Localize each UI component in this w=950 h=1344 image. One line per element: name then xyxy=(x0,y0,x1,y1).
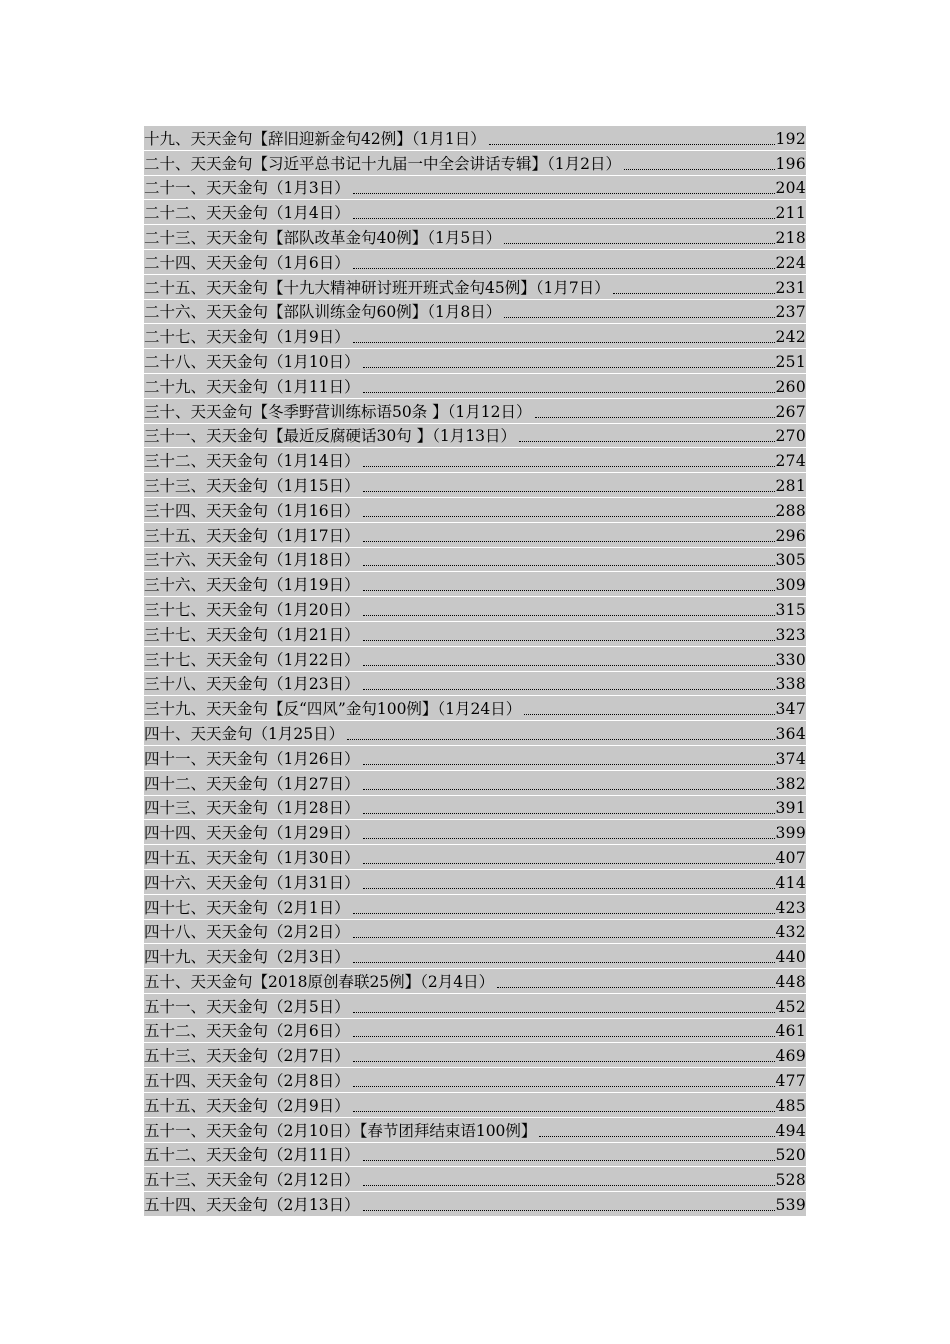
toc-entry[interactable] xyxy=(144,1068,806,1093)
toc-entry-page-number: 305 xyxy=(775,551,806,570)
dot-leader xyxy=(539,1136,774,1137)
toc-entry[interactable] xyxy=(144,1143,806,1168)
toc-entry[interactable] xyxy=(144,597,806,622)
toc-entry-page-number: 211 xyxy=(775,204,806,223)
dot-leader xyxy=(353,1061,775,1062)
toc-entry-title: 四十九、天天金句（2月3日） xyxy=(144,948,350,967)
toc-entry-page-number: 539 xyxy=(775,1196,806,1215)
toc-entry-page-number: 309 xyxy=(775,576,806,595)
toc-entry[interactable] xyxy=(144,300,806,325)
dot-leader xyxy=(363,689,775,690)
toc-entry-title: 五十三、天天金句（2月12日） xyxy=(144,1171,360,1190)
toc-entry-page-number: 423 xyxy=(775,898,806,917)
toc-entry[interactable] xyxy=(144,324,806,349)
toc-entry[interactable] xyxy=(144,399,806,424)
dot-leader xyxy=(363,764,775,765)
toc-entry-title: 三十九、天天金句【反“四风”金句100例】（1月24日） xyxy=(144,700,522,719)
toc-entry-title: 四十二、天天金句（1月27日） xyxy=(144,774,360,793)
toc-entry-page-number: 432 xyxy=(775,923,806,942)
toc-entry[interactable] xyxy=(144,374,806,399)
toc-entry-title: 四十三、天天金句（1月28日） xyxy=(144,799,360,818)
toc-entry-page-number: 218 xyxy=(775,228,806,247)
dot-leader xyxy=(519,441,775,442)
toc-entry[interactable] xyxy=(144,622,806,647)
dot-leader xyxy=(353,1111,775,1112)
toc-entry[interactable] xyxy=(144,200,806,225)
toc-entry-title: 五十、天天金句【2018原创春联25例】（2月4日） xyxy=(144,972,495,991)
toc-entry-title: 四十八、天天金句（2月2日） xyxy=(144,923,350,942)
dot-leader xyxy=(353,1086,775,1087)
toc-entry-page-number: 323 xyxy=(775,625,806,644)
toc-entry-page-number: 296 xyxy=(775,526,806,545)
toc-entry-title: 四十五、天天金句（1月30日） xyxy=(144,848,360,867)
dot-leader xyxy=(363,813,775,814)
dot-leader xyxy=(363,491,775,492)
toc-entry-title: 二十二、天天金句（1月4日） xyxy=(144,204,350,223)
toc-entry-title: 三十二、天天金句（1月14日） xyxy=(144,452,360,471)
toc-entry[interactable] xyxy=(144,250,806,275)
toc-entry-page-number: 485 xyxy=(775,1096,806,1115)
toc-entry-page-number: 237 xyxy=(775,303,806,322)
dot-leader xyxy=(363,615,775,616)
toc-entry[interactable] xyxy=(144,572,806,597)
toc-entry-page-number: 192 xyxy=(775,129,806,148)
dot-leader xyxy=(363,392,775,393)
toc-entry-title: 五十四、天天金句（2月8日） xyxy=(144,1072,350,1091)
toc-entry-title: 五十五、天天金句（2月9日） xyxy=(144,1096,350,1115)
toc-entry-title: 五十二、天天金句（2月11日） xyxy=(144,1146,360,1165)
toc-entry-page-number: 494 xyxy=(775,1121,806,1140)
toc-entry-page-number: 407 xyxy=(775,848,806,867)
toc-entry[interactable] xyxy=(144,498,806,523)
toc-entry[interactable] xyxy=(144,969,806,994)
toc-entry-title: 三十七、天天金句（1月20日） xyxy=(144,600,360,619)
toc-entry[interactable] xyxy=(144,1167,806,1192)
toc-entry-title: 三十五、天天金句（1月17日） xyxy=(144,526,360,545)
toc-entry-page-number: 477 xyxy=(775,1072,806,1091)
toc-entry-page-number: 399 xyxy=(775,824,806,843)
dot-leader xyxy=(347,739,774,740)
toc-entry-page-number: 528 xyxy=(775,1171,806,1190)
toc-entry-page-number: 196 xyxy=(775,154,806,173)
toc-entry-page-number: 461 xyxy=(775,1022,806,1041)
toc-entry-page-number: 267 xyxy=(775,402,806,421)
toc-entry-title: 五十二、天天金句（2月6日） xyxy=(144,1022,350,1041)
toc-entry-page-number: 281 xyxy=(775,476,806,495)
toc-entry[interactable] xyxy=(144,1093,806,1118)
dot-leader xyxy=(363,590,775,591)
toc-entry-title: 四十四、天天金句（1月29日） xyxy=(144,824,360,843)
toc-entry-page-number: 224 xyxy=(775,253,806,272)
dot-leader xyxy=(353,342,775,343)
toc-entry-title: 三十六、天天金句（1月18日） xyxy=(144,551,360,570)
dot-leader xyxy=(353,1036,775,1037)
dot-leader xyxy=(613,293,775,294)
toc-entry[interactable] xyxy=(144,920,806,945)
toc-entry[interactable] xyxy=(144,771,806,796)
toc-entry[interactable] xyxy=(144,176,806,201)
toc-entry[interactable] xyxy=(144,126,806,151)
toc-entry[interactable] xyxy=(144,1192,806,1217)
toc-entry-page-number: 347 xyxy=(775,700,806,719)
dot-leader xyxy=(363,838,775,839)
toc-entry[interactable] xyxy=(144,448,806,473)
table-of-contents xyxy=(144,126,806,1217)
toc-entry-title: 十九、天天金句【辞旧迎新金句42例】（1月1日） xyxy=(144,129,486,148)
toc-entry-title: 二十七、天天金句（1月9日） xyxy=(144,328,350,347)
toc-entry-title: 二十三、天天金句【部队改革金句40例】（1月5日） xyxy=(144,228,502,247)
toc-entry-title: 五十三、天天金句（2月7日） xyxy=(144,1047,350,1066)
toc-entry-page-number: 288 xyxy=(775,501,806,520)
dot-leader xyxy=(504,317,774,318)
dot-leader xyxy=(489,144,775,145)
dot-leader xyxy=(535,417,775,418)
toc-entry[interactable] xyxy=(144,473,806,498)
dot-leader xyxy=(363,1160,775,1161)
dot-leader xyxy=(363,1210,775,1211)
dot-leader xyxy=(624,169,775,170)
toc-entry-title: 二十、天天金句【习近平总书记十九届一中全会讲话专辑】（1月2日） xyxy=(144,154,621,173)
toc-entry-title: 二十四、天天金句（1月6日） xyxy=(144,253,350,272)
toc-entry-page-number: 469 xyxy=(775,1047,806,1066)
dot-leader xyxy=(353,913,775,914)
toc-entry-title: 二十六、天天金句【部队训练金句60例】（1月8日） xyxy=(144,303,502,322)
toc-entry-title: 四十六、天天金句（1月31日） xyxy=(144,873,360,892)
toc-entry-page-number: 382 xyxy=(775,774,806,793)
toc-entry-title: 三十三、天天金句（1月15日） xyxy=(144,476,360,495)
toc-entry-page-number: 338 xyxy=(775,675,806,694)
toc-entry[interactable] xyxy=(144,1043,806,1068)
toc-entry-page-number: 391 xyxy=(775,799,806,818)
toc-entry-page-number: 364 xyxy=(775,724,806,743)
toc-entry-page-number: 231 xyxy=(775,278,806,297)
toc-entry-page-number: 274 xyxy=(775,452,806,471)
toc-entry[interactable] xyxy=(144,721,806,746)
dot-leader xyxy=(353,937,775,938)
toc-entry[interactable] xyxy=(144,870,806,895)
toc-entry-page-number: 440 xyxy=(775,948,806,967)
dot-leader xyxy=(363,1185,775,1186)
toc-entry-page-number: 330 xyxy=(775,650,806,669)
toc-entry-page-number: 315 xyxy=(775,600,806,619)
toc-entry-title: 三十一、天天金句【最近反腐硬话30句 】（1月13日） xyxy=(144,427,516,446)
toc-entry[interactable] xyxy=(144,944,806,969)
dot-leader xyxy=(353,962,775,963)
toc-entry[interactable] xyxy=(144,1118,806,1143)
toc-entry-title: 三十、天天金句【冬季野营训练标语50条 】（1月12日） xyxy=(144,402,532,421)
toc-entry[interactable] xyxy=(144,820,806,845)
toc-entry-page-number: 414 xyxy=(775,873,806,892)
dot-leader xyxy=(363,367,775,368)
toc-entry[interactable] xyxy=(144,647,806,672)
toc-entry-title: 四十、天天金句（1月25日） xyxy=(144,724,345,743)
toc-entry[interactable] xyxy=(144,845,806,870)
toc-entry-page-number: 374 xyxy=(775,749,806,768)
toc-entry-title: 三十七、天天金句（1月21日） xyxy=(144,625,360,644)
dot-leader xyxy=(363,541,775,542)
toc-entry[interactable] xyxy=(144,151,806,176)
toc-entry[interactable] xyxy=(144,796,806,821)
toc-entry[interactable] xyxy=(144,424,806,449)
toc-entry[interactable] xyxy=(144,672,806,697)
toc-entry-title: 五十一、天天金句（2月5日） xyxy=(144,997,350,1016)
dot-leader xyxy=(504,243,774,244)
toc-entry-title: 二十八、天天金句（1月10日） xyxy=(144,352,360,371)
toc-entry-page-number: 204 xyxy=(775,179,806,198)
toc-entry[interactable] xyxy=(144,696,806,721)
toc-entry-title: 二十五、天天金句【十九大精神研讨班开班式金句45例】（1月7日） xyxy=(144,278,610,297)
dot-leader xyxy=(363,789,775,790)
dot-leader xyxy=(363,665,775,666)
toc-entry-title: 五十一、天天金句（2月10日）【春节团拜结束语100例】 xyxy=(144,1121,537,1140)
dot-leader xyxy=(353,218,775,219)
dot-leader xyxy=(524,714,774,715)
toc-entry[interactable] xyxy=(144,523,806,548)
toc-entry[interactable] xyxy=(144,746,806,771)
dot-leader xyxy=(353,268,775,269)
dot-leader xyxy=(363,516,775,517)
dot-leader xyxy=(363,640,775,641)
toc-entry-page-number: 270 xyxy=(775,427,806,446)
dot-leader xyxy=(353,1012,775,1013)
toc-entry[interactable] xyxy=(144,548,806,573)
dot-leader xyxy=(363,565,775,566)
toc-entry-page-number: 520 xyxy=(775,1146,806,1165)
toc-entry-page-number: 452 xyxy=(775,997,806,1016)
toc-entry-title: 二十一、天天金句（1月3日） xyxy=(144,179,350,198)
toc-entry[interactable] xyxy=(144,275,806,300)
toc-entry[interactable] xyxy=(144,895,806,920)
toc-entry-page-number: 448 xyxy=(775,972,806,991)
toc-entry[interactable] xyxy=(144,1019,806,1044)
dot-leader xyxy=(353,193,775,194)
toc-entry-title: 四十一、天天金句（1月26日） xyxy=(144,749,360,768)
toc-entry-title: 三十七、天天金句（1月22日） xyxy=(144,650,360,669)
toc-entry-title: 三十八、天天金句（1月23日） xyxy=(144,675,360,694)
toc-entry[interactable] xyxy=(144,349,806,374)
toc-entry-title: 三十六、天天金句（1月19日） xyxy=(144,576,360,595)
toc-entry-title: 二十九、天天金句（1月11日） xyxy=(144,377,360,396)
dot-leader xyxy=(363,888,775,889)
toc-entry-title: 四十七、天天金句（2月1日） xyxy=(144,898,350,917)
toc-entry-title: 三十四、天天金句（1月16日） xyxy=(144,501,360,520)
toc-entry-title: 五十四、天天金句（2月13日） xyxy=(144,1196,360,1215)
dot-leader xyxy=(363,466,775,467)
toc-entry[interactable] xyxy=(144,225,806,250)
dot-leader xyxy=(497,987,774,988)
dot-leader xyxy=(363,863,775,864)
toc-entry[interactable] xyxy=(144,994,806,1019)
toc-entry-page-number: 242 xyxy=(775,328,806,347)
toc-entry-page-number: 251 xyxy=(775,352,806,371)
toc-entry-page-number: 260 xyxy=(775,377,806,396)
